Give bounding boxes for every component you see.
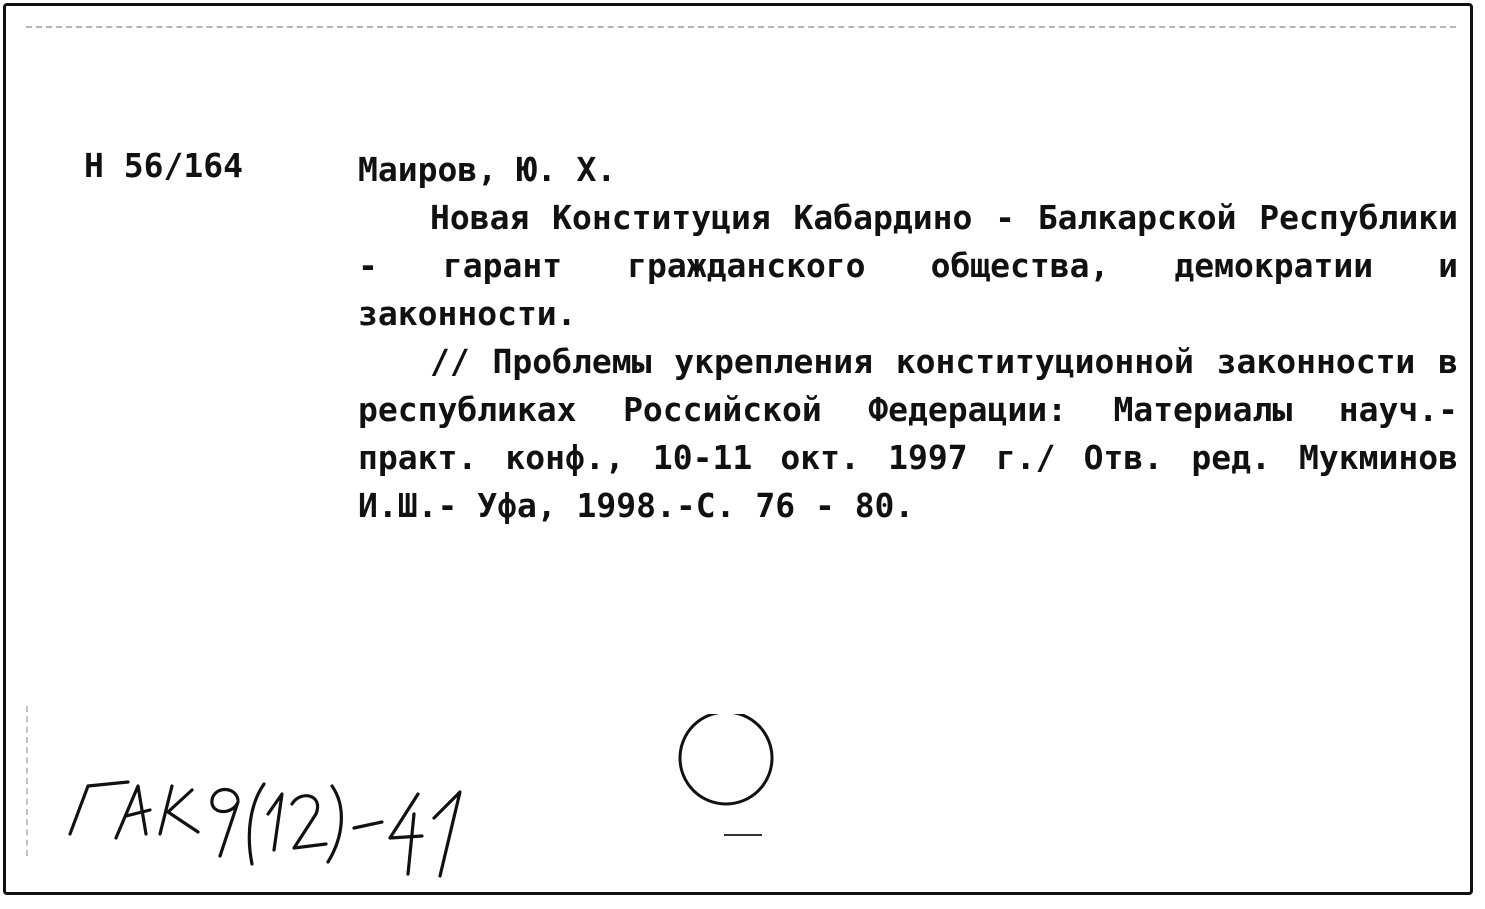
punch-hole-circle-icon <box>678 714 778 814</box>
bibliographic-entry <box>358 146 1458 530</box>
small-dash-mark <box>724 834 762 836</box>
shelfmark: Н 56/164 <box>84 146 243 185</box>
catalog-card <box>3 3 1473 895</box>
left-edge-marks <box>26 706 31 856</box>
author-heading: Маиров, Ю. Х. <box>358 150 617 189</box>
handwritten-note <box>68 764 498 884</box>
source-paragraph: // Проблемы укрепления конституционной законности в республиках Российской Федерации: Материалы науч.- практ. конф., 10-11 окт. 1997 г./ Отв. ред. Мукминов И.Ш.- Уфа, 1998.-С. 76 - 80. <box>358 342 1458 525</box>
title-paragraph: Новая Конституция Кабардино - Балкарской Республики - гарант гражданского общества, демократии и законности. <box>358 198 1458 333</box>
top-dashed-line <box>26 26 1456 28</box>
